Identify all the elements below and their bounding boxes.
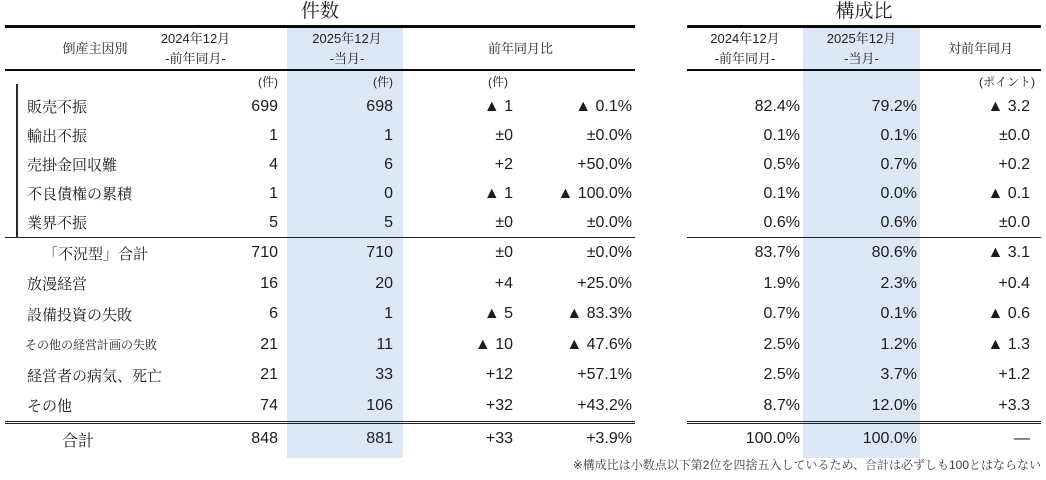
cell-count-diff: ▲ 10 — [474, 335, 513, 353]
cell-ratio-diff: ±0.0 — [998, 213, 1030, 231]
cell-count-prev: 21 — [260, 366, 278, 384]
table-row — [687, 208, 1041, 238]
cell-ratio-prev: 0.5% — [763, 155, 800, 173]
cell-ratio-diff: ▲ 0.6 — [987, 305, 1030, 323]
table-row — [5, 238, 635, 269]
cell-count-rate: ±0.0% — [586, 244, 632, 262]
cell-ratio-diff: ▲ 3.2 — [987, 97, 1030, 115]
counts-header-row — [5, 28, 635, 69]
cell-count-current: 1 — [384, 305, 393, 323]
cell-ratio-diff: ▲ 3.1 — [987, 244, 1030, 262]
col-header-prev-line1: 2024年12月 — [710, 31, 780, 46]
cell-ratio-prev: 8.7% — [763, 396, 800, 414]
cell-count-current: 33 — [375, 366, 393, 384]
cell-count-current: 698 — [366, 97, 393, 115]
cell-ratio-current: 3.7% — [880, 366, 917, 384]
cell-count-rate: ▲ 47.6% — [566, 335, 632, 353]
cell-count-prev: 4 — [269, 155, 278, 173]
col-header-prev-month — [133, 28, 258, 69]
row-label: 販売不振 — [27, 99, 88, 116]
table-row — [5, 92, 635, 121]
cell-count-diff: +2 — [494, 155, 513, 173]
cell-count-diff: +4 — [494, 274, 513, 292]
col-header-prev-line2: -前年同月- — [165, 50, 226, 66]
cell-count-rate: ▲ 83.3% — [566, 305, 632, 323]
cell-count-current: 20 — [375, 274, 393, 292]
table-row — [5, 179, 635, 208]
cell-ratio-prev: 0.6% — [763, 213, 800, 231]
cell-count-diff: +12 — [485, 366, 513, 384]
col-header-yoy-label: 前年同月比 — [487, 40, 553, 56]
cell-count-diff: ±0 — [495, 126, 513, 144]
col-header-prev-month — [687, 28, 803, 69]
unit-label-current: (件) — [373, 75, 393, 89]
cell-ratio-prev: 0.1% — [763, 126, 800, 144]
cell-ratio-current: 12.0% — [871, 396, 917, 414]
cell-count-diff: +33 — [485, 430, 513, 447]
ratios-rows — [687, 92, 1041, 454]
table-row — [5, 424, 635, 454]
cell-ratio-current: 80.6% — [871, 244, 917, 262]
recession-group-bracket — [16, 84, 18, 238]
cell-ratio-prev: 1.9% — [763, 274, 800, 292]
table-row — [687, 179, 1041, 208]
row-label: 「不況型」合計 — [43, 245, 149, 263]
counts-rows — [5, 92, 635, 454]
table-row — [5, 150, 635, 179]
cell-count-prev: 74 — [260, 396, 278, 414]
col-header-current-month — [803, 28, 920, 69]
cell-count-prev: 699 — [251, 97, 278, 115]
cell-count-prev: 6 — [269, 305, 278, 323]
cell-ratio-diff: +3.3 — [998, 396, 1030, 414]
table-row — [5, 121, 635, 150]
cell-count-current: 881 — [366, 430, 393, 447]
cell-ratio-diff: — — [1014, 430, 1030, 447]
cell-ratio-current: 0.1% — [880, 126, 917, 144]
unit-label-points: (ポイント) — [979, 75, 1035, 89]
cell-ratio-diff: +0.2 — [998, 155, 1030, 173]
cell-count-prev: 5 — [269, 213, 278, 231]
cell-ratio-prev: 100.0% — [745, 430, 800, 447]
cell-count-current: 0 — [384, 184, 393, 202]
cell-ratio-prev: 83.7% — [754, 244, 800, 262]
col-header-cur-line2: -当月- — [329, 50, 365, 66]
row-label: 経営者の病気、死亡 — [27, 367, 163, 385]
cell-count-prev: 710 — [251, 244, 278, 262]
cell-count-current: 11 — [376, 335, 393, 353]
col-header-prev-line2: -前年同月- — [714, 50, 776, 66]
col-header-yoy-label: 対前年同月 — [947, 40, 1013, 56]
table-row — [687, 299, 1041, 330]
col-header-cur-line1: 2025年12月 — [826, 31, 897, 46]
cell-count-current: 106 — [366, 396, 393, 414]
cell-count-rate: ▲ 100.0% — [557, 184, 632, 202]
counts-table — [5, 0, 635, 454]
cell-ratio-current: 0.7% — [880, 155, 917, 173]
table-row — [687, 424, 1041, 454]
col-header-current-month — [289, 28, 405, 69]
cell-ratio-current: 0.1% — [880, 305, 917, 323]
table-row — [687, 391, 1041, 425]
cell-count-diff: ±0 — [495, 213, 513, 231]
table-row — [5, 360, 635, 391]
col-header-yoy-change — [920, 28, 1041, 69]
table-row — [687, 269, 1041, 300]
cell-ratio-current: 1.2% — [880, 335, 917, 353]
row-label: その他 — [27, 398, 73, 416]
col-header-cur-line2: -当月- — [844, 50, 879, 66]
footnote: ※構成比は小数点以下第2位を四捨五入しているため、合計は必ずしも100とはならない — [572, 458, 1041, 472]
cell-count-prev: 1 — [269, 126, 278, 144]
unit-label-prev: (件) — [258, 75, 278, 89]
cell-count-rate: +50.0% — [577, 155, 632, 173]
table-row — [5, 299, 635, 330]
table-row — [687, 330, 1041, 361]
cell-ratio-current: 0.0% — [880, 184, 917, 202]
cell-count-rate: ±0.0% — [586, 213, 632, 231]
cell-count-rate: +25.0% — [577, 274, 632, 292]
table-row — [687, 238, 1041, 269]
cell-ratio-diff: ±0.0 — [998, 126, 1030, 144]
row-label: 輸出不振 — [27, 128, 88, 145]
row-label: 合計 — [62, 432, 95, 450]
row-label: 放漫経営 — [27, 276, 88, 294]
col-header-yoy-change — [406, 28, 635, 69]
cell-count-current: 710 — [366, 244, 393, 262]
cell-count-rate: +57.1% — [577, 366, 632, 384]
table-row — [687, 92, 1041, 121]
row-label: 不良債権の累積 — [27, 186, 133, 203]
cell-ratio-current: 79.2% — [871, 97, 917, 115]
cell-ratio-prev: 2.5% — [763, 335, 800, 353]
cell-count-diff: ▲ 1 — [483, 97, 513, 115]
cell-count-prev: 21 — [260, 335, 278, 353]
row-label: 売掛金回収難 — [27, 157, 118, 174]
cell-count-prev: 848 — [251, 430, 278, 447]
cell-ratio-diff: +0.4 — [998, 274, 1030, 292]
cell-ratio-prev: 2.5% — [763, 366, 800, 384]
cell-ratio-prev: 0.7% — [763, 305, 800, 323]
row-label: 業界不振 — [27, 215, 88, 232]
ratios-header-row — [687, 28, 1041, 69]
cell-ratio-diff: ▲ 0.1 — [987, 184, 1030, 202]
ratios-table-title: 構成比 — [835, 1, 893, 22]
cell-count-rate: +43.2% — [577, 396, 632, 414]
unit-label-diff: (件) — [488, 75, 508, 89]
table-row — [5, 269, 635, 300]
cell-ratio-prev: 0.1% — [763, 184, 800, 202]
cell-count-prev: 16 — [260, 274, 278, 292]
table-row — [687, 121, 1041, 150]
cell-ratio-diff: +1.2 — [998, 366, 1030, 384]
cell-count-diff: ▲ 5 — [483, 305, 513, 323]
cell-count-prev: 1 — [269, 184, 278, 202]
cell-ratio-current: 100.0% — [862, 430, 917, 447]
table-row — [5, 391, 635, 425]
cell-ratio-current: 0.6% — [880, 213, 917, 231]
col-header-prev-line1: 2024年12月 — [160, 31, 231, 46]
cell-count-rate: ▲ 0.1% — [575, 97, 632, 115]
cell-count-diff: +32 — [485, 396, 513, 414]
cell-ratio-current: 2.3% — [880, 274, 917, 292]
ratios-unit-row — [687, 71, 1041, 92]
counts-table-title: 件数 — [300, 1, 339, 22]
counts-unit-row — [5, 71, 635, 92]
col-header-cur-line1: 2025年12月 — [312, 31, 382, 46]
cell-count-current: 6 — [384, 155, 393, 173]
table-row — [687, 360, 1041, 391]
cell-count-diff: ▲ 1 — [483, 184, 513, 202]
cell-count-current: 1 — [384, 126, 393, 144]
row-label: その他の経営計画の失敗 — [25, 338, 158, 353]
table-row — [5, 208, 635, 238]
cell-count-rate: ±0.0% — [586, 126, 632, 144]
cell-count-rate: +3.9% — [586, 430, 632, 447]
cell-count-current: 5 — [384, 213, 393, 231]
cell-ratio-diff: ▲ 1.3 — [987, 335, 1030, 353]
col-header-cause-label: 倒産主因別 — [62, 40, 128, 56]
cell-ratio-prev: 82.4% — [754, 97, 800, 115]
cell-count-diff: ±0 — [495, 244, 513, 262]
row-label: 設備投資の失敗 — [27, 306, 133, 324]
ratios-table — [687, 0, 1041, 454]
table-row — [5, 330, 635, 361]
table-row — [687, 150, 1041, 179]
